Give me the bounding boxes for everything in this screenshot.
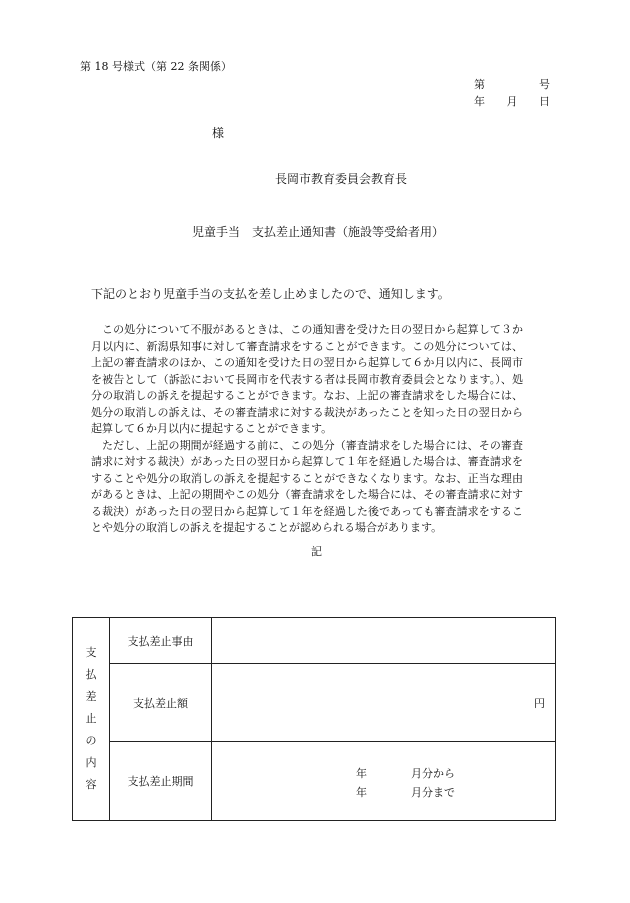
- date-day: 日: [539, 95, 550, 108]
- number-suffix: 号: [539, 78, 550, 91]
- notice-paragraph: ただし、上記の期間が経過する前に、この処分（審査請求をした場合には、その審査請求に対する裁決）があった日の翌日から起算して１年を経過した場合は、審査請求をすることや処分の取消しの訴えを提起することができなくなります。なお、正当な理由があるときは、上記の期間やこの処分（審査請求をした場合には、その審査請求に対する裁決）があった日の翌日から起算して１年を経過した後であっても審査請求をすることや処分の取消しの訴えを提起することが認められる場合があります。: [91, 438, 523, 534]
- period-from-text: 月分から: [411, 767, 455, 780]
- sender: 長岡市教育委員会教育長: [275, 172, 408, 186]
- period-to: [356, 784, 455, 800]
- form-number: 第 18 号様式（第 22 条関係）: [80, 60, 232, 73]
- side-char: 止: [85, 712, 97, 725]
- date-month: 月: [506, 95, 518, 108]
- period-to-text: 月分まで: [411, 786, 455, 799]
- document-number: [474, 76, 550, 92]
- intro-text: 下記のとおり児童手当の支払を差し止めましたので、通知します。: [91, 287, 450, 301]
- reason-label: 支払差止事由: [110, 618, 212, 664]
- reason-value: [212, 618, 556, 664]
- side-char: 内: [85, 756, 97, 769]
- side-heading: [73, 618, 110, 821]
- period-value: [212, 742, 556, 821]
- issue-date: [474, 93, 550, 109]
- side-char: 容: [85, 778, 97, 791]
- period-from: [356, 765, 455, 781]
- appeal-notice: [91, 322, 523, 537]
- notice-paragraph: この処分について不服があるときは、この通知書を受けた日の翌日から起算して３か月以内に、新潟県知事に対して審査請求をすることができます。この処分については、上記の審査請求のほか、この通知を受けた日の翌日から起算して６か月以内に、長岡市を被告として（訴訟において長岡市を代表する者は長岡市教育委員会となります。）、処分の取消しの訴えを提起することができます。なお、上記の審査請求をした場合には、処分の取消しの訴えは、その審査請求に対する裁決があったことを知った日の翌日から起算して６か月以内に提起することができます。: [91, 323, 523, 435]
- number-prefix: 第: [474, 78, 485, 91]
- side-char: 支: [85, 646, 97, 659]
- period-from-year: 年: [356, 767, 367, 780]
- ki-heading: 記: [311, 545, 322, 558]
- side-char: 払: [85, 668, 97, 681]
- suspension-details-table: [72, 617, 556, 821]
- amount-value: [212, 664, 556, 742]
- amount-label: 支払差止額: [110, 664, 212, 742]
- date-year: 年: [474, 95, 485, 108]
- period-to-year: 年: [356, 786, 367, 799]
- yen-unit: 円: [534, 696, 545, 710]
- side-char: 差: [85, 690, 97, 703]
- document-title: 児童手当 支払差止通知書（施設等受給者用）: [192, 225, 445, 239]
- addressee: 様: [212, 126, 225, 140]
- period-label: 支払差止期間: [110, 742, 212, 821]
- side-char: の: [85, 734, 97, 747]
